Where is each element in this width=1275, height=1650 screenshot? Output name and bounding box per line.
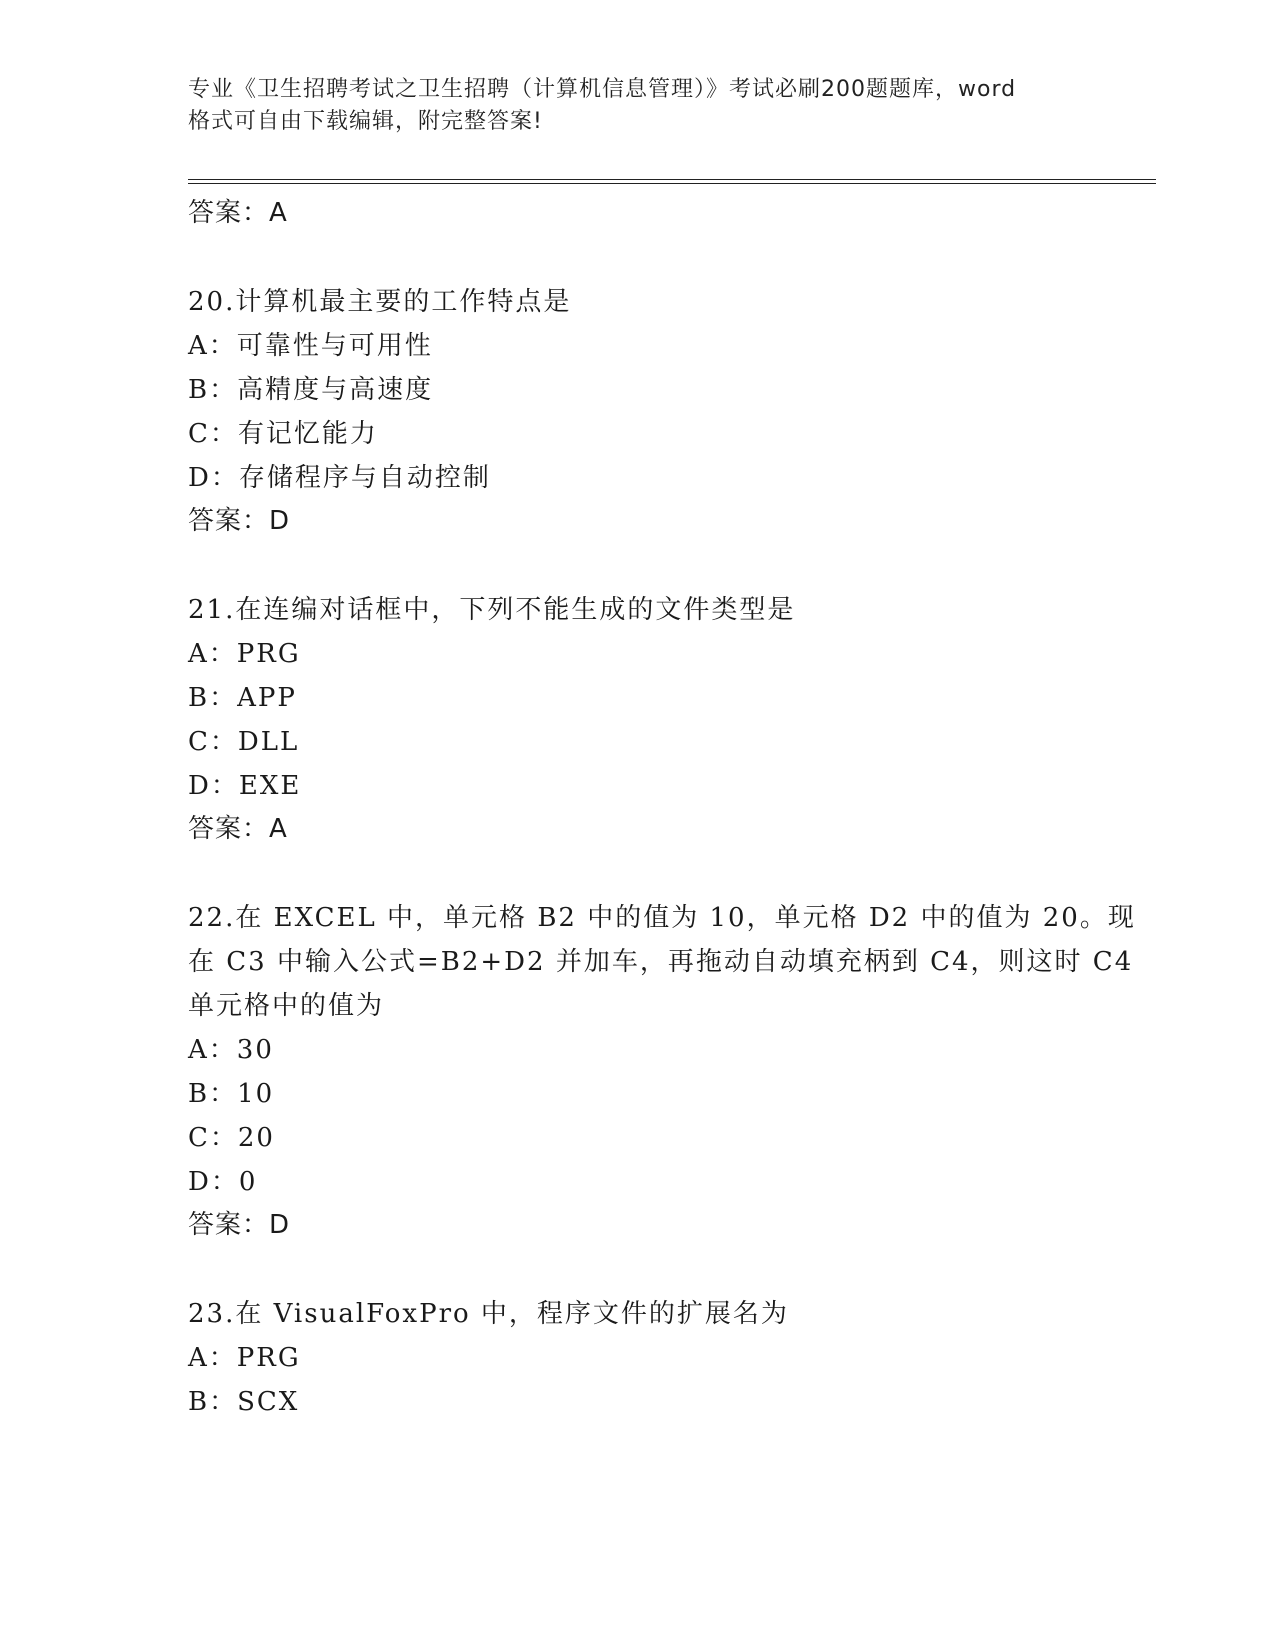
question-22-option-a: A：30: [188, 1035, 274, 1065]
question-22-line-1: 22.在 EXCEL 中，单元格 B2 中的值为 10，单元格 D2 中的值为 20。现: [188, 903, 1136, 933]
header-line-1: 专业《卫生招聘考试之卫生招聘（计算机信息管理）》考试必刷200题题库，word: [188, 77, 1017, 102]
question-21: 21.在连编对话框中，下列不能生成的文件类型是: [188, 595, 796, 625]
question-20-option-b: B：高精度与高速度: [188, 375, 434, 405]
header-divider-top: [188, 179, 1156, 180]
question-21-option-d: D：EXE: [188, 771, 302, 801]
question-20-option-c: C：有记忆能力: [188, 419, 378, 449]
question-21-option-a: A：PRG: [188, 639, 301, 669]
question-20-option-d: D：存储程序与自动控制: [188, 463, 491, 493]
question-21-option-c: C：DLL: [188, 727, 300, 757]
question-22-option-c: C：20: [188, 1123, 275, 1153]
question-21-option-b: B：APP: [188, 683, 297, 713]
header-line-2: 格式可自由下载编辑，附完整答案!: [188, 109, 543, 134]
answer-20: 答案：D: [188, 506, 291, 536]
document-header: [188, 74, 1088, 138]
answer-22: 答案：D: [188, 1210, 291, 1240]
question-22-line-2: 在 C3 中输入公式=B2+D2 并加车，再拖动自动填充柄到 C4，则这时 C4: [188, 947, 1134, 977]
question-23-option-a: A：PRG: [188, 1343, 301, 1373]
question-22-option-d: D：0: [188, 1167, 258, 1197]
question-22-option-b: B：10: [188, 1079, 275, 1109]
question-23: 23.在 VisualFoxPro 中，程序文件的扩展名为: [188, 1299, 789, 1329]
answer-19: 答案：A: [188, 198, 288, 228]
header-divider-bottom: [188, 183, 1156, 184]
question-23-option-b: B：SCX: [188, 1387, 300, 1417]
question-20-option-a: A：可靠性与可用性: [188, 331, 433, 361]
answer-21: 答案：A: [188, 814, 288, 844]
question-20: 20.计算机最主要的工作特点是: [188, 287, 572, 317]
question-22-line-3: 单元格中的值为: [188, 991, 385, 1021]
